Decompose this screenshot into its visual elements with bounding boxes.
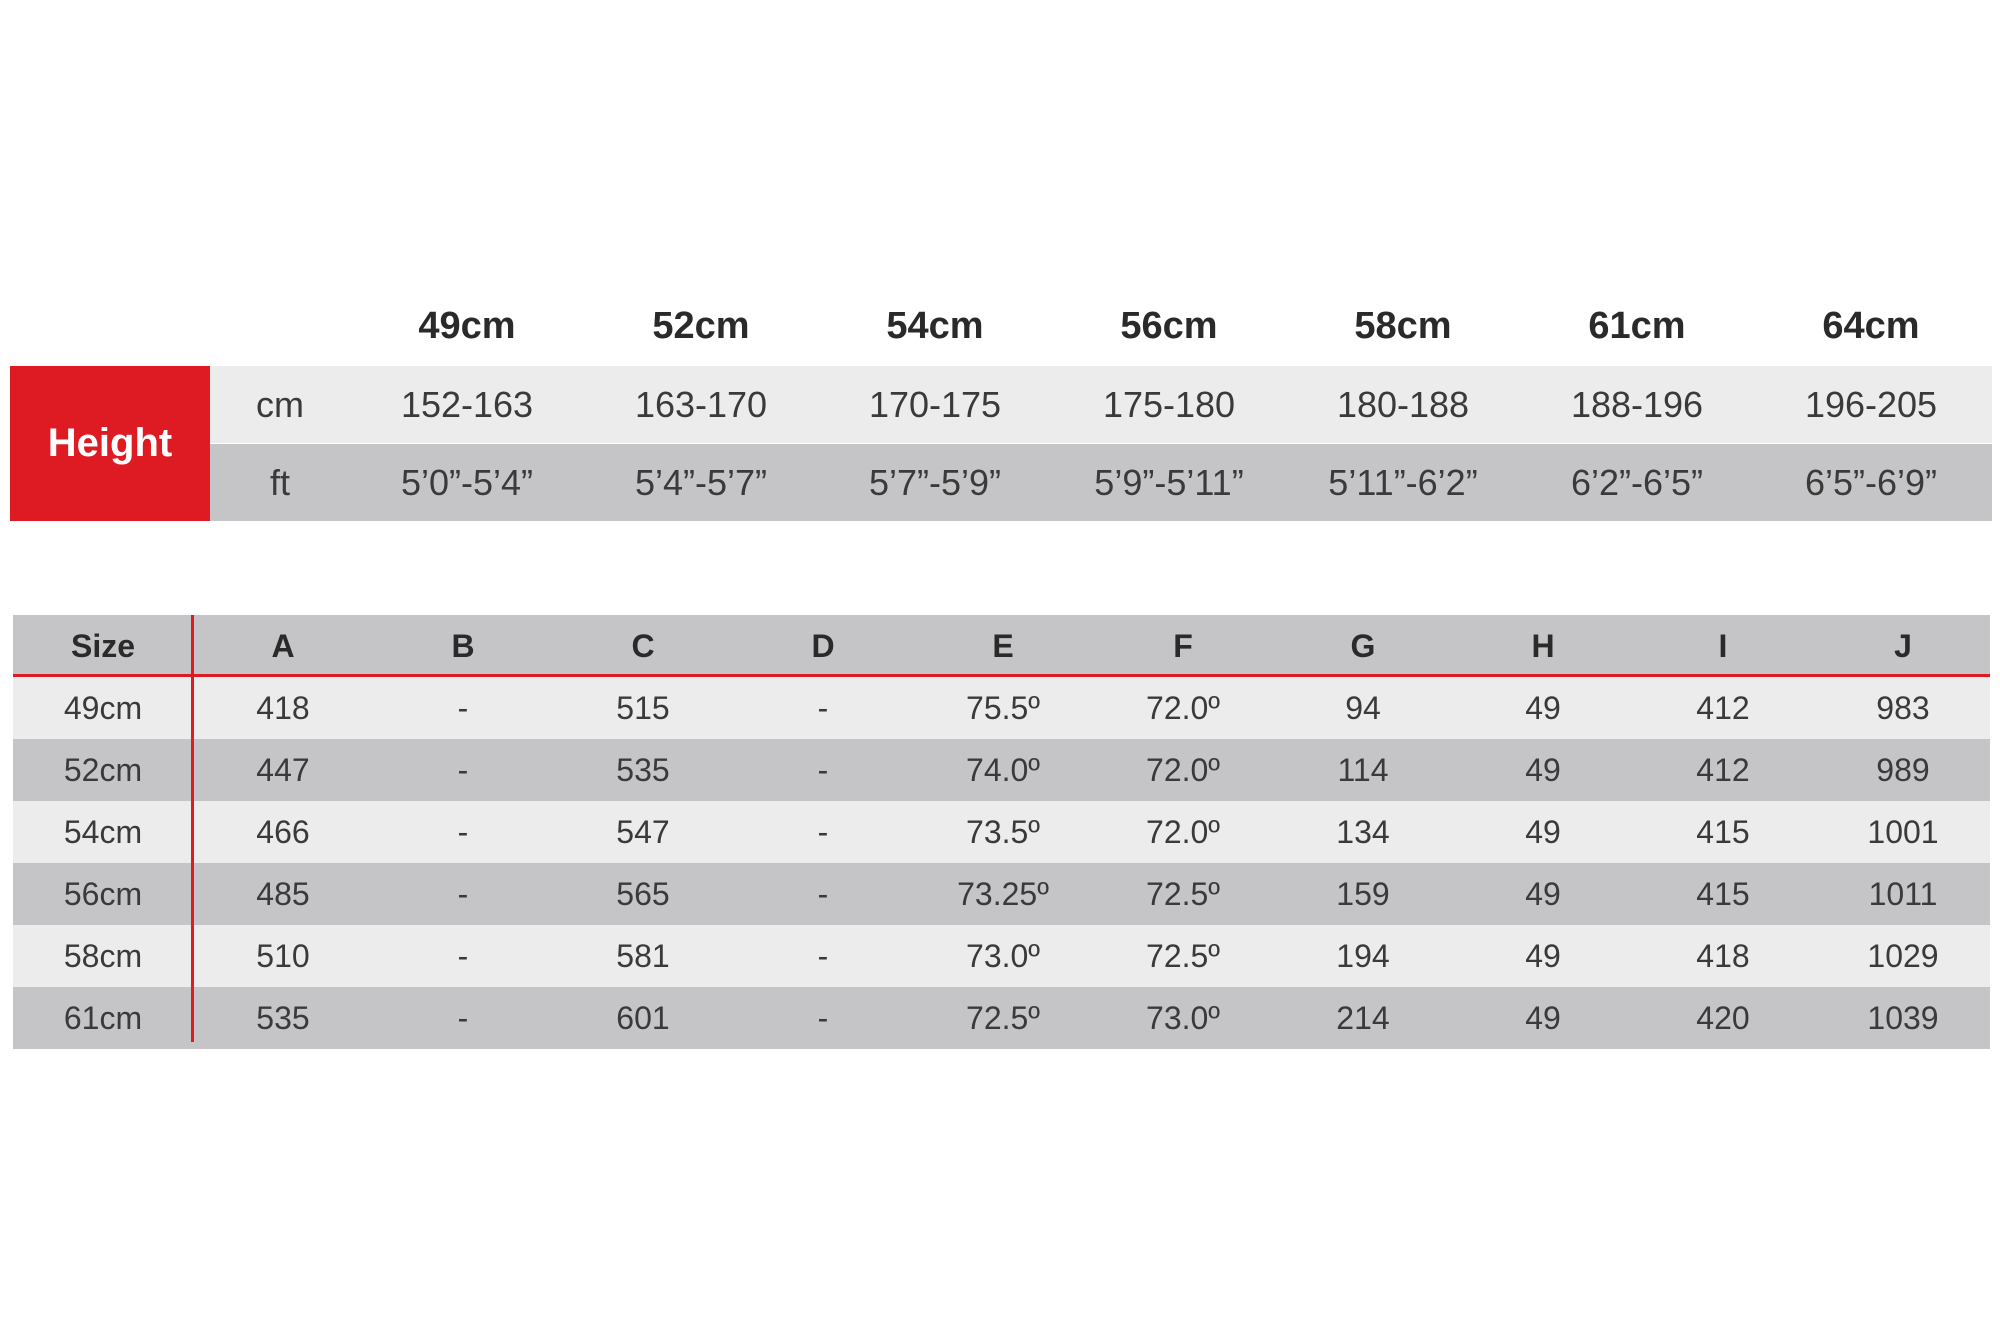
- table-row: [13, 739, 1990, 801]
- table-cell: 1039: [1867, 1000, 1939, 1036]
- size-cell: 56cm: [63, 876, 143, 912]
- table-cell: 983: [1876, 690, 1930, 726]
- height-label: Height: [10, 366, 210, 521]
- table-cell: 510: [256, 938, 310, 974]
- table-cell: 114: [1337, 752, 1389, 788]
- size-header-49cm: 49cm: [418, 305, 516, 347]
- table-cell: 418: [1696, 938, 1750, 974]
- table-cell: -: [817, 1000, 829, 1036]
- column-header-j: J: [1894, 628, 1912, 664]
- table-cell: 194: [1336, 938, 1390, 974]
- table-cell: 75.5º: [966, 690, 1040, 726]
- table-cell: 49: [1525, 1000, 1561, 1036]
- table-cell: 72.0º: [1146, 752, 1220, 788]
- height-cell: 5’11”-6’2”: [1328, 462, 1478, 503]
- size-cell: 61cm: [63, 1000, 143, 1036]
- table-cell: 466: [256, 814, 310, 850]
- table-cell: -: [817, 690, 829, 726]
- table-cell: 415: [1696, 876, 1750, 912]
- table-cell: 535: [256, 1000, 310, 1036]
- height-cell: 163-170: [634, 384, 768, 425]
- unit-label-cm: cm: [256, 384, 304, 425]
- table-cell: 989: [1876, 752, 1930, 788]
- height-cell: 188-196: [1570, 384, 1704, 425]
- table-cell: 515: [616, 690, 670, 726]
- size-header-64cm: 64cm: [1822, 305, 1920, 347]
- table-cell: 73.0º: [966, 938, 1040, 974]
- table-cell: 418: [256, 690, 310, 726]
- table-row: [13, 801, 1990, 863]
- table-cell: 72.5º: [1146, 938, 1220, 974]
- table-cell: -: [457, 690, 469, 726]
- table-cell: 72.0º: [1146, 814, 1220, 850]
- column-header-i: I: [1718, 628, 1728, 664]
- table-cell: 73.0º: [1146, 1000, 1220, 1036]
- height-cell: 6’5”-6’9”: [1804, 462, 1938, 503]
- table-cell: 49: [1525, 690, 1561, 726]
- table-cell: 581: [616, 938, 670, 974]
- table-cell: -: [817, 814, 829, 850]
- height-cell: 152-163: [400, 384, 534, 425]
- size-cell: 52cm: [63, 752, 143, 788]
- column-header-g: G: [1350, 628, 1376, 664]
- table-cell: -: [817, 938, 829, 974]
- height-cell: 170-175: [868, 384, 1002, 425]
- column-header-c: C: [631, 628, 655, 664]
- table-cell: -: [457, 938, 469, 974]
- column-header-h: H: [1531, 628, 1555, 664]
- size-header-56cm: 56cm: [1120, 305, 1218, 347]
- table-cell: -: [457, 1000, 469, 1036]
- height-cell: 175-180: [1102, 384, 1236, 425]
- table-cell: -: [457, 876, 469, 912]
- height-cell: 180-188: [1336, 384, 1470, 425]
- size-header-61cm: 61cm: [1588, 305, 1686, 347]
- column-header-e: E: [992, 628, 1014, 664]
- table-cell: 49: [1525, 814, 1561, 850]
- table-cell: 49: [1525, 938, 1561, 974]
- size-column-divider: [191, 615, 194, 1042]
- size-cell: 49cm: [63, 690, 143, 726]
- table-cell: 535: [616, 752, 670, 788]
- column-header-b: B: [451, 628, 475, 664]
- height-row-ft: [210, 444, 1992, 521]
- table-cell: 72.0º: [1146, 690, 1220, 726]
- table-cell: -: [457, 814, 469, 850]
- table-row: [13, 925, 1990, 987]
- table-cell: 485: [256, 876, 310, 912]
- table-cell: 49: [1525, 876, 1561, 912]
- size-cell: 58cm: [63, 938, 143, 974]
- table-cell: 159: [1336, 876, 1390, 912]
- table-cell: 420: [1696, 1000, 1750, 1036]
- table-cell: 447: [256, 752, 310, 788]
- table-cell: 214: [1336, 1000, 1390, 1036]
- height-cell: 196-205: [1804, 384, 1938, 425]
- table-cell: 1011: [1868, 876, 1938, 912]
- size-header-52cm: 52cm: [652, 305, 750, 347]
- height-cell: 5’4”-5’7”: [634, 462, 768, 503]
- table-cell: 412: [1696, 690, 1750, 726]
- table-row: [13, 677, 1990, 739]
- height-cell: 5’9”-5’11”: [1094, 462, 1244, 503]
- table-cell: 72.5º: [966, 1000, 1040, 1036]
- size-header-54cm: 54cm: [886, 305, 984, 347]
- column-header-size: Size: [70, 628, 136, 664]
- table-cell: 412: [1696, 752, 1750, 788]
- table-cell: -: [457, 752, 469, 788]
- height-row-cm: [210, 366, 1992, 443]
- table-cell: 73.25º: [957, 876, 1049, 912]
- table-cell: 601: [616, 1000, 670, 1036]
- table-cell: 73.5º: [966, 814, 1040, 850]
- table-cell: 49: [1525, 752, 1561, 788]
- table-cell: 74.0º: [966, 752, 1040, 788]
- table-row: [13, 987, 1990, 1049]
- size-cell: 54cm: [63, 814, 143, 850]
- geometry-header-row: [13, 615, 1990, 677]
- table-cell: 72.5º: [1146, 876, 1220, 912]
- height-cell: 5’7”-5’9”: [868, 462, 1002, 503]
- table-cell: -: [817, 876, 829, 912]
- table-cell: -: [817, 752, 829, 788]
- table-cell: 94: [1345, 690, 1381, 726]
- table-cell: 1001: [1867, 814, 1939, 850]
- column-header-d: D: [811, 628, 835, 664]
- unit-label-ft: ft: [269, 462, 290, 503]
- size-header-58cm: 58cm: [1354, 305, 1452, 347]
- height-cell: 5’0”-5’4”: [400, 462, 534, 503]
- table-cell: 415: [1696, 814, 1750, 850]
- table-cell: 565: [616, 876, 670, 912]
- column-header-f: F: [1173, 628, 1193, 664]
- column-header-a: A: [271, 628, 295, 664]
- table-cell: 1029: [1867, 938, 1939, 974]
- height-cell: 6’2”-6’5”: [1570, 462, 1704, 503]
- table-cell: 547: [616, 814, 670, 850]
- height-size-header-row: [210, 290, 1992, 362]
- table-cell: 134: [1336, 814, 1390, 850]
- table-row: [13, 863, 1990, 925]
